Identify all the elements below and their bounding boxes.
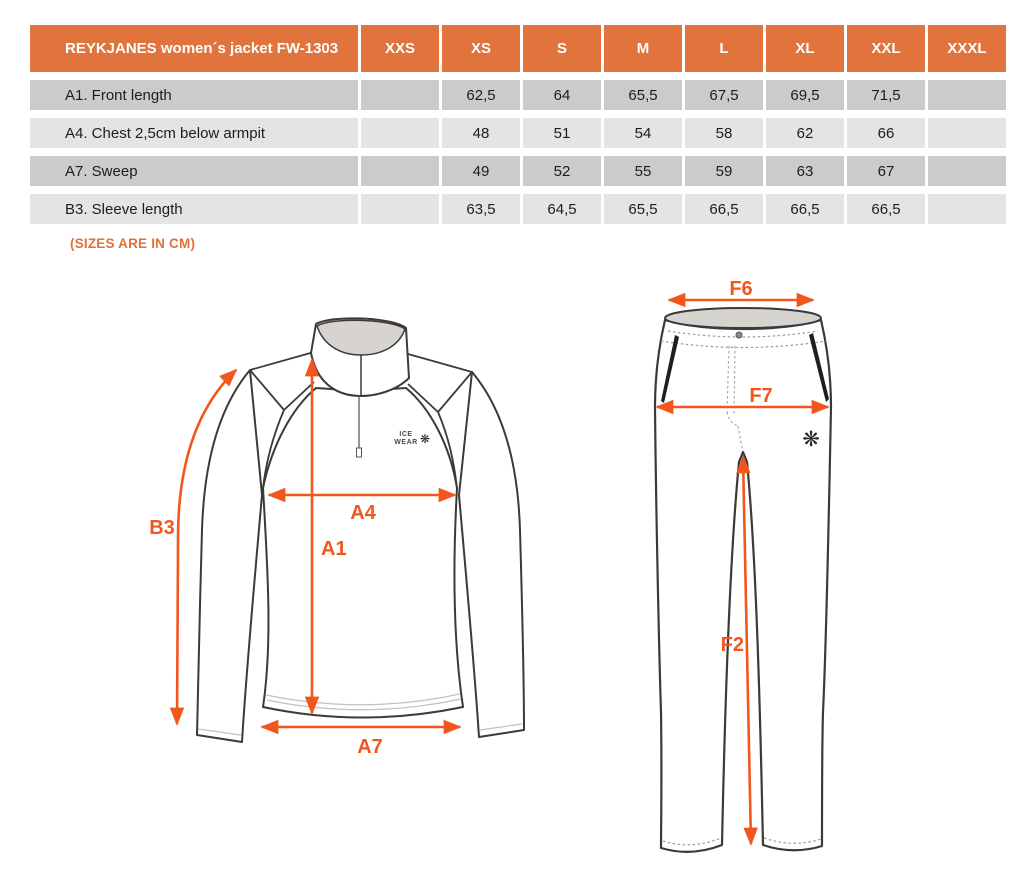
cell bbox=[361, 80, 439, 110]
cell: 69,5 bbox=[766, 80, 844, 110]
cell: 59 bbox=[685, 156, 763, 186]
f2-label: F2 bbox=[720, 634, 744, 656]
size-header-xxs: XXS bbox=[361, 25, 439, 72]
cell: 65,5 bbox=[604, 194, 682, 224]
cell: 58 bbox=[685, 118, 763, 148]
cell bbox=[361, 156, 439, 186]
size-header-l: L bbox=[685, 25, 763, 72]
a1-label: A1 bbox=[321, 538, 347, 560]
cell: 63 bbox=[766, 156, 844, 186]
cell: 63,5 bbox=[442, 194, 520, 224]
row-label: A7. Sweep bbox=[30, 156, 358, 186]
size-header-xl: XL bbox=[766, 25, 844, 72]
brand-line1: ICE bbox=[399, 431, 413, 438]
cell: 49 bbox=[442, 156, 520, 186]
table-row-sweep bbox=[30, 156, 1006, 186]
table-header-row bbox=[30, 25, 1006, 72]
cell: 62 bbox=[766, 118, 844, 148]
brand-logo bbox=[394, 431, 430, 446]
cell: 54 bbox=[604, 118, 682, 148]
jacket-left-sleeve bbox=[197, 370, 262, 742]
jacket-diagram bbox=[120, 290, 560, 790]
cell: 65,5 bbox=[604, 80, 682, 110]
cell bbox=[928, 156, 1006, 186]
cell: 64 bbox=[523, 80, 601, 110]
cell bbox=[928, 118, 1006, 148]
cell bbox=[361, 118, 439, 148]
size-header-xxxl: XXXL bbox=[928, 25, 1006, 72]
cell bbox=[928, 80, 1006, 110]
cell: 67,5 bbox=[685, 80, 763, 110]
cell: 48 bbox=[442, 118, 520, 148]
sizes-unit-note: (SIZES ARE IN CM) bbox=[70, 236, 196, 251]
product-title-cell: REYKJANES women´s jacket FW-1303 bbox=[30, 25, 358, 72]
snowflake-icon: ❋ bbox=[419, 432, 431, 446]
snowflake-icon: ❋ bbox=[802, 427, 820, 451]
row-label: A1. Front length bbox=[30, 80, 358, 110]
pants-body bbox=[655, 320, 831, 852]
cell: 52 bbox=[523, 156, 601, 186]
cell: 66 bbox=[847, 118, 925, 148]
jacket-right-sleeve bbox=[459, 372, 524, 737]
brand-line2: WEAR bbox=[394, 439, 418, 446]
waist-opening bbox=[665, 308, 821, 328]
size-header-xxl: XXL bbox=[847, 25, 925, 72]
cell bbox=[928, 194, 1006, 224]
f7-label: F7 bbox=[749, 385, 773, 407]
cell: 67 bbox=[847, 156, 925, 186]
cell: 66,5 bbox=[847, 194, 925, 224]
size-header-s: S bbox=[523, 25, 601, 72]
row-label: A4. Chest 2,5cm below armpit bbox=[30, 118, 358, 148]
f6-label: F6 bbox=[729, 280, 753, 300]
table-row-sleeve-length bbox=[30, 194, 1006, 224]
table-row-front-length bbox=[30, 80, 1006, 110]
zipper-pull bbox=[357, 448, 362, 457]
a7-label: A7 bbox=[357, 736, 383, 758]
b3-label: B3 bbox=[149, 517, 175, 539]
waist-button bbox=[736, 332, 742, 338]
pants-diagram bbox=[630, 280, 900, 880]
row-label: B3. Sleeve length bbox=[30, 194, 358, 224]
jacket-body bbox=[263, 388, 463, 718]
cell: 71,5 bbox=[847, 80, 925, 110]
size-header-m: M bbox=[604, 25, 682, 72]
cell: 51 bbox=[523, 118, 601, 148]
cell: 64,5 bbox=[523, 194, 601, 224]
cell: 62,5 bbox=[442, 80, 520, 110]
cell: 55 bbox=[604, 156, 682, 186]
a4-label: A4 bbox=[350, 502, 376, 524]
cell: 66,5 bbox=[766, 194, 844, 224]
size-header-xs: XS bbox=[442, 25, 520, 72]
cell bbox=[361, 194, 439, 224]
table-row-chest bbox=[30, 118, 1006, 148]
f2-arrow bbox=[743, 457, 751, 844]
size-table bbox=[27, 17, 1009, 232]
cell: 66,5 bbox=[685, 194, 763, 224]
